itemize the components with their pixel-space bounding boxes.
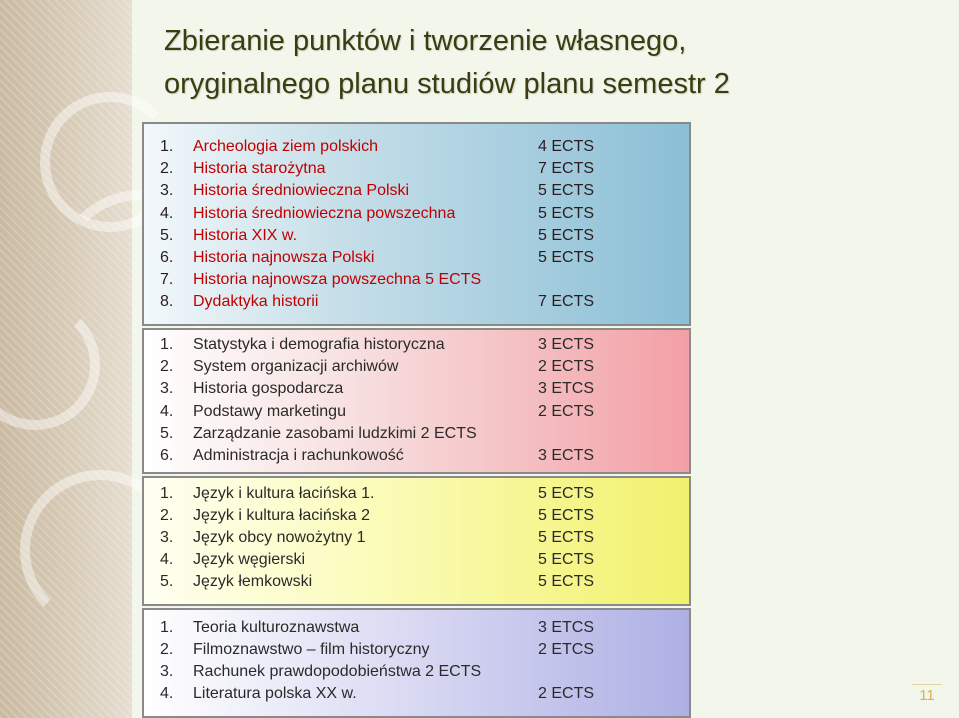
course-number: 3. xyxy=(160,380,174,397)
course-name: Historia średniowieczna powszechna xyxy=(193,205,456,222)
course-name: Język łemkowski xyxy=(193,573,313,590)
course-name: Historia XIX w. xyxy=(193,227,298,244)
course-ects: 5 ECTS xyxy=(538,551,595,568)
slide-title-line-2: oryginalnego planu studiów planu semestr 2 xyxy=(164,68,730,100)
course-name: Język i kultura łacińska 1. xyxy=(193,485,375,502)
course-number: 5. xyxy=(160,573,174,590)
course-number: 2. xyxy=(160,507,174,524)
course-ects: 2 ECTS xyxy=(538,403,595,420)
course-ects: 5 ECTS xyxy=(538,182,595,199)
course-number: 2. xyxy=(160,160,174,177)
course-number: 3. xyxy=(160,529,174,546)
course-ects: 4 ECTS xyxy=(538,138,595,155)
course-number: 1. xyxy=(160,485,174,502)
course-ects: 3 ETCS xyxy=(538,380,595,397)
course-name: Zarządzanie zasobami ludzkimi 2 ECTS xyxy=(193,425,477,442)
course-name: Statystyka i demografia historyczna xyxy=(193,336,445,353)
course-ects: 5 ECTS xyxy=(538,573,595,590)
course-ects: 5 ECTS xyxy=(538,227,595,244)
course-ects: 5 ECTS xyxy=(538,507,595,524)
course-number: 3. xyxy=(160,663,174,680)
course-number: 4. xyxy=(160,403,174,420)
course-name: Język i kultura łacińska 2 xyxy=(193,507,370,524)
course-number: 1. xyxy=(160,138,174,155)
course-number: 4. xyxy=(160,205,174,222)
course-number: 7. xyxy=(160,271,174,288)
course-name: Dydaktyka historii xyxy=(193,293,319,310)
course-number: 2. xyxy=(160,641,174,658)
course-number: 1. xyxy=(160,619,174,636)
course-ects: 5 ECTS xyxy=(538,249,595,266)
course-ects: 7 ECTS xyxy=(538,160,595,177)
slide-title xyxy=(164,20,944,106)
course-name: Historia najnowsza Polski xyxy=(193,249,375,266)
course-ects: 2 ETCS xyxy=(538,641,595,658)
course-number: 2. xyxy=(160,358,174,375)
course-number: 5. xyxy=(160,227,174,244)
course-name: Historia starożytna xyxy=(193,160,326,177)
course-name: Teoria kulturoznawstwa xyxy=(193,619,360,636)
course-number: 4. xyxy=(160,685,174,702)
course-name: Archeologia ziem polskich xyxy=(193,138,378,155)
course-ects: 2 ECTS xyxy=(538,358,595,375)
course-ects: 5 ECTS xyxy=(538,205,595,222)
course-name: Historia średniowieczna Polski xyxy=(193,182,410,199)
course-number: 3. xyxy=(160,182,174,199)
course-name: Historia najnowsza powszechna 5 ECTS xyxy=(193,271,482,288)
course-name: Filmoznawstwo – film historyczny xyxy=(193,641,430,658)
course-name: Język obcy nowożytny 1 xyxy=(193,529,366,546)
course-number: 1. xyxy=(160,336,174,353)
course-number: 6. xyxy=(160,249,174,266)
course-number: 5. xyxy=(160,425,174,442)
course-name: Język węgierski xyxy=(193,551,306,568)
course-ects: 5 ECTS xyxy=(538,529,595,546)
decorative-side-band xyxy=(0,0,132,718)
course-ects: 5 ECTS xyxy=(538,485,595,502)
course-ects: 3 ECTS xyxy=(538,447,595,464)
course-name: Administracja i rachunkowość xyxy=(193,447,404,464)
course-number: 8. xyxy=(160,293,174,310)
course-number: 4. xyxy=(160,551,174,568)
course-ects: 2 ECTS xyxy=(538,685,595,702)
course-name: Literatura polska XX w. xyxy=(193,685,357,702)
course-ects: 3 ECTS xyxy=(538,336,595,353)
course-number: 6. xyxy=(160,447,174,464)
slide-title-line-1: Zbieranie punktów i tworzenie własnego, xyxy=(164,25,687,57)
course-ects: 3 ETCS xyxy=(538,619,595,636)
course-name: Podstawy marketingu xyxy=(193,403,346,420)
slide-page-number: 11 xyxy=(912,684,942,704)
course-name: Historia gospodarcza xyxy=(193,380,344,397)
course-ects: 7 ECTS xyxy=(538,293,595,310)
course-name: System organizacji archiwów xyxy=(193,358,399,375)
course-name: Rachunek prawdopodobieństwa 2 ECTS xyxy=(193,663,482,680)
